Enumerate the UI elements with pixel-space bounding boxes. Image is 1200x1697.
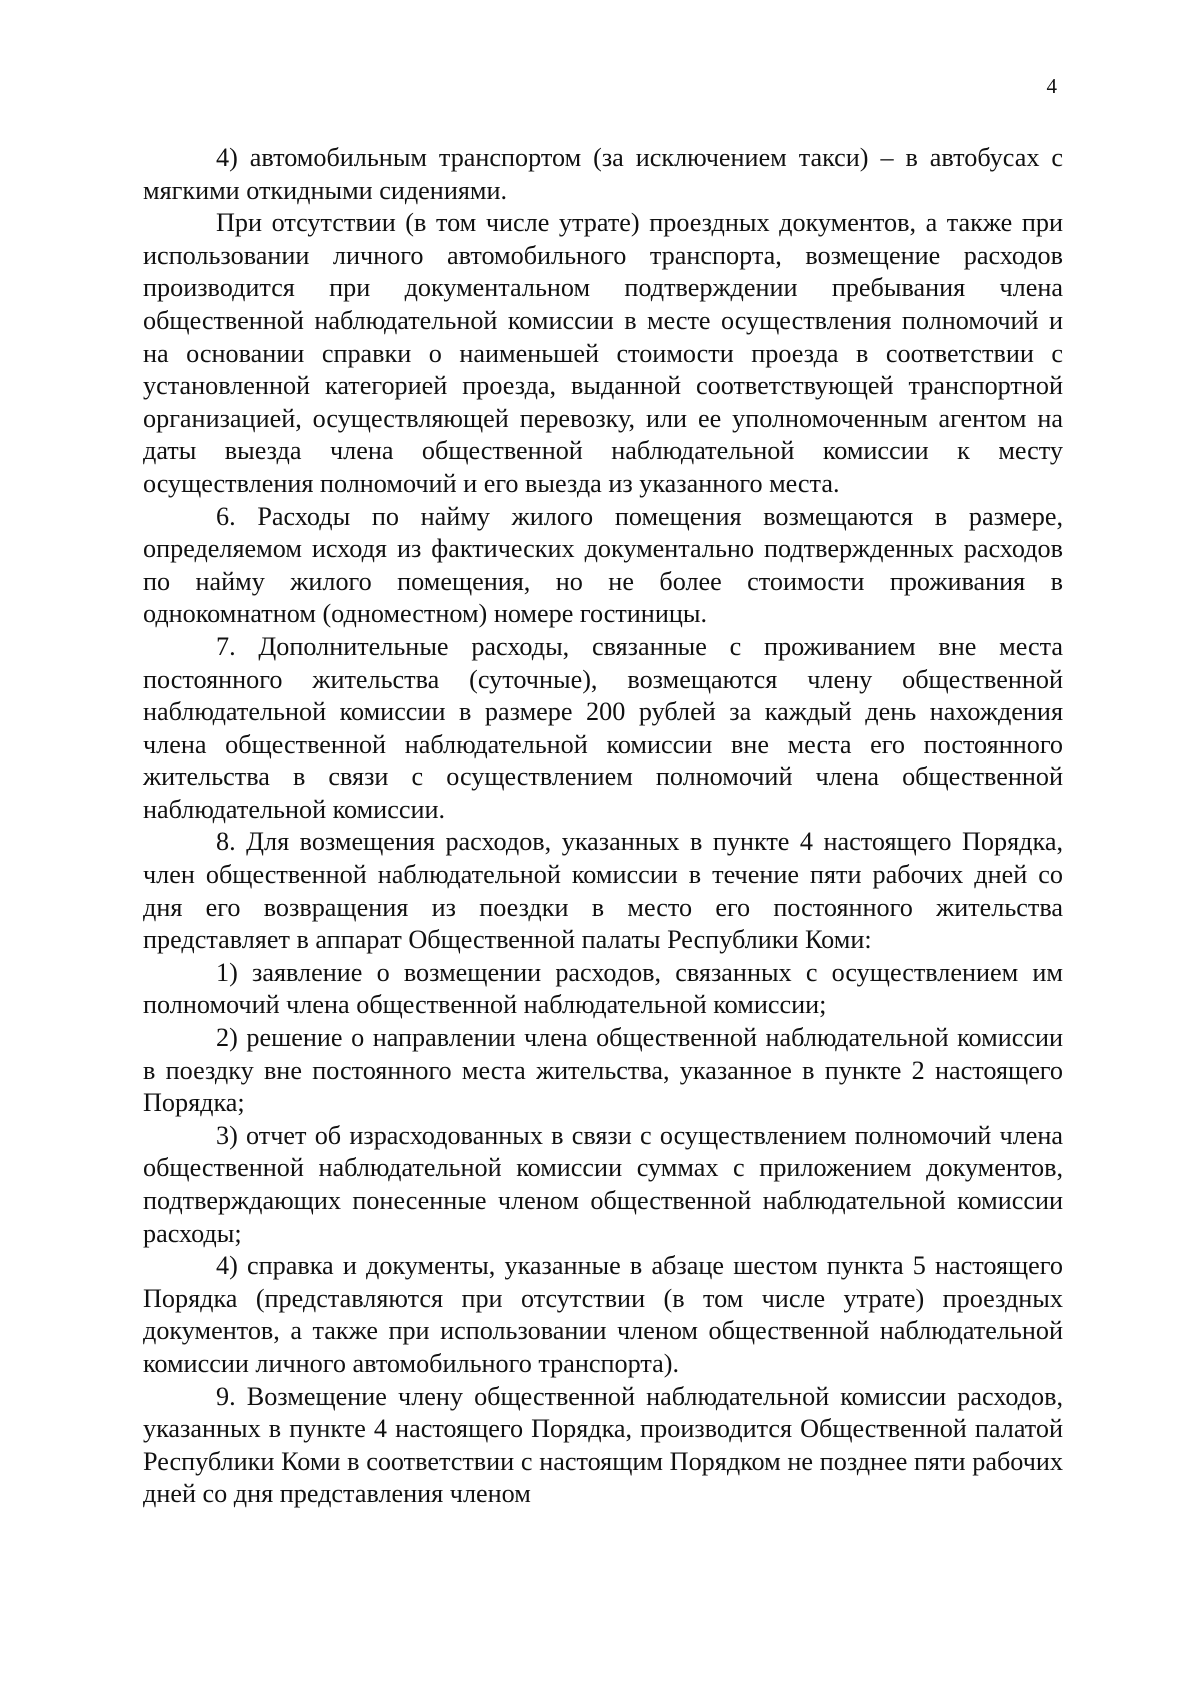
page-number: 4	[1046, 74, 1057, 98]
paragraph-8-reimbursement-documents: 8. Для возмещения расходов, указанных в пункте 4 настоящего Порядка, член общественной наблюдательной комиссии в течение пяти рабочих дней со дня его возвращения из поездки в место его постоянного жительства представляет в аппарат Общественной палаты Республики Коми:	[143, 827, 1063, 955]
list-item-certificate: 4) справка и документы, указанные в абзаце шестом пункта 5 настоящего Порядка (представляются при отсутствии (в том числе утрате) проездных документов, а также при использовании членом общественной наблюдательной комиссии личного автомобильного транспорта).	[143, 1251, 1063, 1378]
paragraph-6-housing-expenses: 6. Расходы по найму жилого помещения возмещаются в размере, определяемом исходя из фактических документально подтвержденных расходов по найму жилого помещения, но не более стоимости проживания в однокомнатном (одноместном) номере гостиницы.	[143, 501, 1063, 629]
paragraph-item-4-road-transport: 4) автомобильным транспортом (за исключением такси) – в автобусах с мягкими откидными сидениями.	[143, 143, 1063, 205]
paragraph-9-reimbursement: 9. Возмещение члену общественной наблюдательной комиссии расходов, указанных в пункте 4 настоящего Порядка, производится Общественной палатой Республики Коми в соответствии с настоящим Порядком не позднее пяти рабочих дней со дня представления членом	[143, 1381, 1063, 1509]
list-item-application: 1) заявление о возмещении расходов, связанных с осуществлением им полномочий члена общественной наблюдательной комиссии;	[143, 957, 1063, 1020]
document-body	[143, 142, 1063, 1511]
list-item-decision: 2) решение о направлении члена общественной наблюдательной комиссии в поездку вне постоянного места жительства, указанное в пункте 2 настоящего Порядка;	[143, 1023, 1063, 1118]
paragraph-7-daily-allowance: 7. Дополнительные расходы, связанные с проживанием вне места постоянного жительства (суточные), возмещаются члену общественной наблюдательной комиссии в размере 200 рублей за каждый день нахождения члена общественной наблюдательной комиссии вне места его постоянного жительства в связи с осуществлением полномочий члена общественной наблюдательной комиссии.	[143, 631, 1063, 824]
paragraph-missing-documents: При отсутствии (в том числе утрате) проездных документов, а также при использовании личного автомобильного транспорта, возмещение расходов производится при документальном подтверждении пребывания члена общественной наблюдательной комиссии в месте осуществления полномочий и на основании справки о наименьшей стоимости проезда в соответствии с установленной категорией проезда, выданной соответствующей транспортной организацией, осуществляющей перевозку, или ее уполномоченным агентом на даты выезда члена общественной наблюдательной комиссии к месту осуществления полномочий и его выезда из указанного места.	[143, 208, 1063, 498]
list-item-report: 3) отчет об израсходованных в связи с осуществлением полномочий члена общественной наблюдательной комиссии суммах с приложением документов, подтверждающих понесенные членом общественной наблюдательной комиссии расходы;	[143, 1120, 1063, 1248]
